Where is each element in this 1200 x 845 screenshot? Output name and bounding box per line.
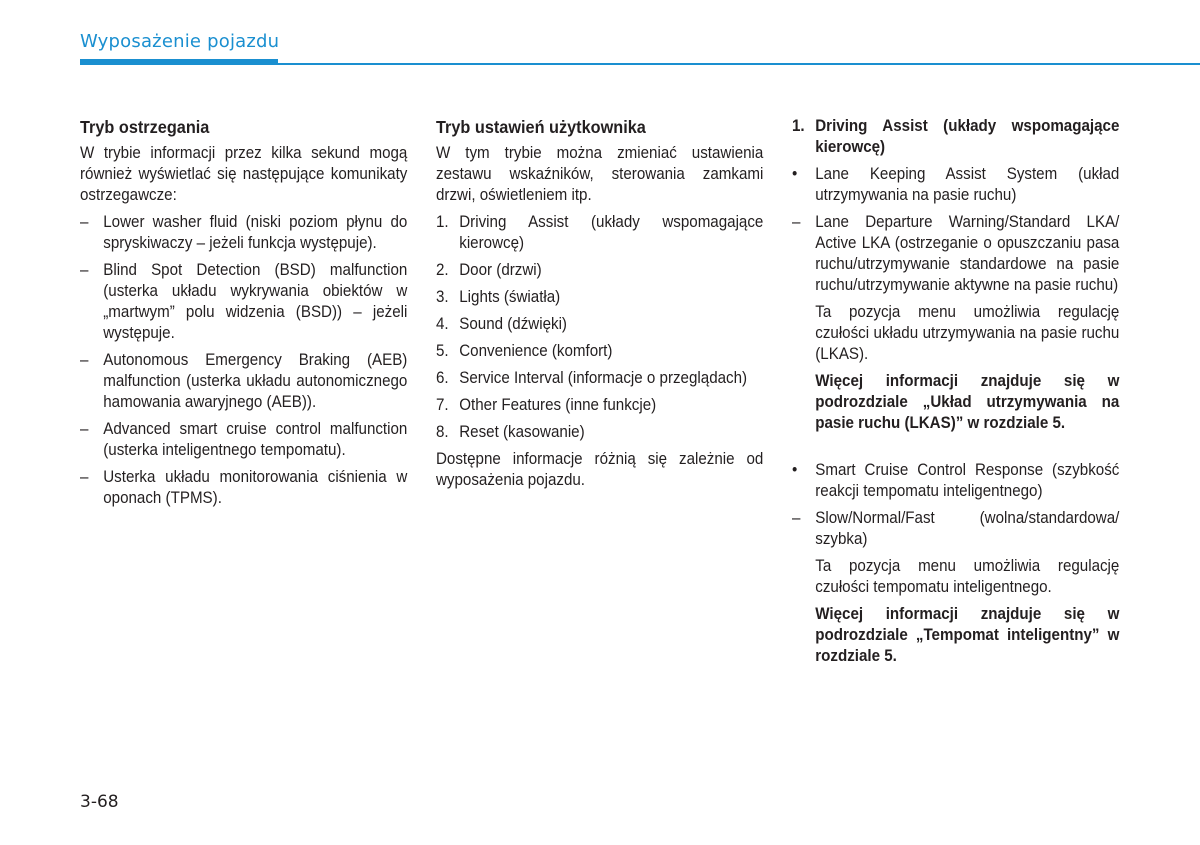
column-driving-assist	[792, 116, 1119, 673]
list-item-text: Lane Departure Warning/Standard LKA/ Active LKA (ostrzeganie o opuszczaniu pasa ruchu/utrzymywanie standardowe na pasie ruchu/utrzymywanie aktywne na pasie ruchu)	[815, 213, 1120, 294]
list-item-text: Lower washer fluid (niski poziom płynu do spryskiwaczy – jeżeli funkcja występuje).	[103, 213, 408, 252]
list-item-text: Other Features (inne funkcje)	[459, 396, 657, 414]
list-item-driving-assist-heading	[792, 116, 1119, 158]
list-item-scc	[792, 460, 1119, 502]
section-title: Wyposażenie pojazdu	[80, 31, 280, 52]
paragraph-user-settings-note: Dostępne informacje różnią się zależnie od wyposażenia pojazdu.	[436, 450, 764, 489]
list-marker: –	[80, 261, 89, 279]
list-item	[436, 212, 763, 254]
list-item-text: Smart Cruise Control Response (szybkość reakcji tempomatu inteligentnego)	[815, 461, 1120, 500]
list-item-text: Reset (kasowanie)	[459, 423, 585, 441]
paragraph-lkas-reference: Więcej informacji znajduje się w podrozdziale „Układ utrzymywania na pasie ruchu (LKAS)” w rozdziale 5.	[815, 372, 1120, 432]
list-marker: 1.	[436, 213, 449, 231]
settings-list	[436, 212, 763, 443]
paragraph-scc-reference: Więcej informacji znajduje się w podrozdziale „Tempomat inteligentny” w rozdziale 5.	[815, 605, 1120, 665]
paragraph-lkas-description: Ta pozycja menu umożliwia regulację czułości układu utrzymywania na pasie ruchu (LKAS).	[815, 303, 1120, 363]
paragraph-warning-intro: W trybie informacji przez kilka sekund mogą również wyświetlać się następujące komunikaty ostrzegawcze:	[80, 144, 408, 204]
list-item-lkas-option	[792, 212, 1119, 296]
list-marker: 5.	[436, 342, 449, 360]
column-user-settings	[436, 116, 763, 497]
list-item-text: Driving Assist (układy wspomagające kierowcę)	[815, 117, 1120, 156]
list-item-text: Advanced smart cruise control malfunction (usterka inteligentnego tempomatu).	[103, 420, 408, 459]
list-item	[80, 212, 407, 254]
list-item	[80, 467, 407, 509]
list-item-text: Door (drzwi)	[459, 261, 542, 279]
list-marker: 6.	[436, 369, 449, 387]
list-marker: 4.	[436, 315, 449, 333]
list-item-text: Convenience (komfort)	[459, 342, 613, 360]
list-item	[80, 419, 407, 461]
heading-user-settings: Tryb ustawień użytkownika	[436, 117, 646, 137]
spacer	[792, 440, 1119, 460]
list-marker: 7.	[436, 396, 449, 414]
list-marker: 8.	[436, 423, 449, 441]
warning-list	[80, 212, 407, 509]
list-item	[436, 287, 763, 308]
header-rule	[80, 63, 1200, 65]
list-item-text: Usterka układu monitorowania ciśnienia w oponach (TPMS).	[103, 468, 408, 507]
list-item-text: Blind Spot Detection (BSD) malfunction (usterka układu wykrywania obiektów w „martwym” polu widzenia (BSD)) – jeżeli występuje.	[103, 261, 408, 342]
dash-marker: –	[792, 213, 801, 231]
list-item-text: Lights (światła)	[459, 288, 561, 306]
paragraph-scc-description: Ta pozycja menu umożliwia regulację czułości tempomatu inteligentnego.	[815, 557, 1120, 596]
list-item	[80, 260, 407, 344]
list-item	[80, 350, 407, 413]
list-marker: 2.	[436, 261, 449, 279]
list-item	[436, 368, 763, 389]
list-marker: –	[80, 468, 89, 486]
list-item	[436, 395, 763, 416]
list-item-text: Slow/Normal/Fast (wolna/standardowa/ szybka)	[815, 509, 1120, 548]
list-item-text: Lane Keeping Assist System (układ utrzymywania na pasie ruchu)	[815, 165, 1120, 204]
column-warning-mode	[80, 116, 407, 515]
list-item	[436, 341, 763, 362]
list-item	[436, 314, 763, 335]
list-item-text: Service Interval (informacje o przeglądach)	[459, 369, 748, 387]
list-item	[436, 260, 763, 281]
bullet-marker: •	[792, 461, 798, 479]
list-item-text: Sound (dźwięki)	[459, 315, 567, 333]
list-marker: –	[80, 351, 89, 369]
list-marker: 3.	[436, 288, 449, 306]
list-marker: –	[80, 213, 89, 231]
list-marker: 1.	[792, 117, 805, 135]
list-item-lkas	[792, 164, 1119, 206]
dash-marker: –	[792, 509, 801, 527]
bullet-marker: •	[792, 165, 798, 183]
list-item-text: Autonomous Emergency Braking (AEB) malfunction (usterka układu autonomicznego hamowania awaryjnego (AEB)).	[103, 351, 408, 411]
heading-warning-mode: Tryb ostrzegania	[80, 117, 210, 137]
list-marker: –	[80, 420, 89, 438]
list-item	[436, 422, 763, 443]
page-number: 3-68	[80, 792, 119, 812]
paragraph-user-settings-intro: W tym trybie można zmieniać ustawienia zestawu wskaźników, sterowania zamkami drzwi, oświetleniem itp.	[436, 144, 764, 204]
list-item-text: Driving Assist (układy wspomagające kierowcę)	[459, 213, 764, 252]
list-item-scc-option	[792, 508, 1119, 550]
